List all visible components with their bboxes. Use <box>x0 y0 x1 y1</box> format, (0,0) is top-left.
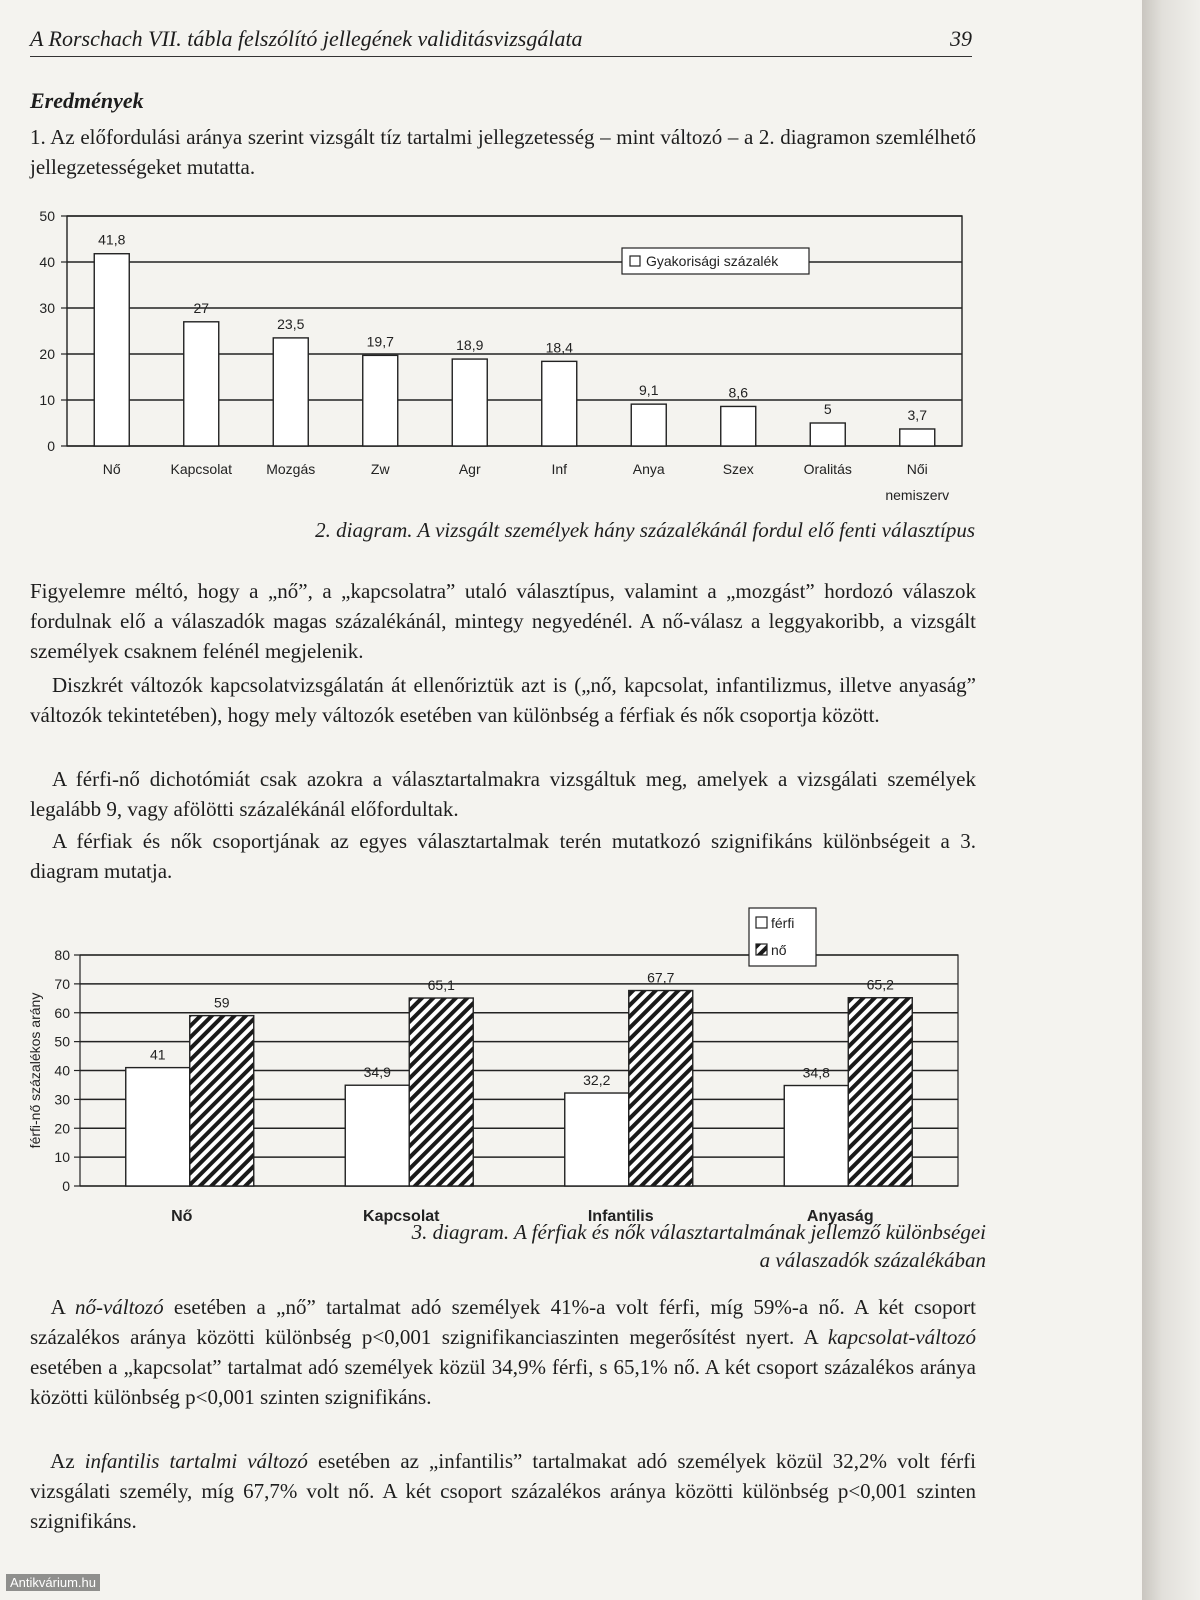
category-label: nemiszerv <box>885 487 950 503</box>
page-edge <box>1142 0 1200 1600</box>
data-label-ferfi: 34,9 <box>363 1064 391 1081</box>
paragraph-2: Figyelemre méltó, hogy a „nő”, a „kapcsolatra” utaló választípus, valamint a „mozgást” hordozó válaszok fordulnak elő a válaszadók magas százalékánál, mintegy negyedénél. A nő-válasz a leggyakoribb, a vizsgált személyek csaknem felénél megjelenik. <box>30 579 976 663</box>
y-tick-label: 40 <box>39 254 55 270</box>
y-tick-label: 70 <box>54 975 70 992</box>
legend-swatch-ferfi <box>756 917 767 928</box>
data-label: 23,5 <box>277 315 305 332</box>
paragraph-1: 1. Az előfordulási aránya szerint vizsgált tíz tartalmi jellegzetesség – mint változó – a 2. diagramon szemlélhető jellegzetességeket mutatta. <box>30 125 976 179</box>
p7-text-b: esetében az „infantilis” tartalmakat adó személyek közül 32,2% volt férfi vizsgálati személy, míg 67,7% volt nő. A két csoport százalékos aránya közötti különbség p<0,001 szinten szignifikáns. <box>30 1449 976 1533</box>
bar-2 <box>184 322 219 446</box>
category-label: Kapcsolat <box>170 461 232 477</box>
category-label: Oralitás <box>803 461 852 477</box>
bar-5 <box>452 359 487 446</box>
page-number: 39 <box>950 26 972 51</box>
running-head <box>30 26 972 57</box>
category-label: Infantilis <box>587 1208 654 1225</box>
bar-no-4 <box>848 998 912 1186</box>
y-tick-label: 40 <box>54 1062 70 1079</box>
data-label: 3,7 <box>907 406 927 423</box>
category-label: Zw <box>370 461 390 477</box>
p6-text-c: esetében a „kapcsolat” tartalmat adó személyek közül 34,9% férfi, s 65,1% nő. A két csoport százalékos aránya közötti különbség p<0,001 szinten szignifikáns. <box>30 1355 976 1409</box>
y-tick-label: 20 <box>39 346 55 362</box>
legend-label-no: nő <box>771 942 787 958</box>
paragraph-4: A férfi-nő dichotómiát csak azokra a választartalmakra vizsgáltuk meg, amelyek a vizsgálati személyek legalább 9, vagy afölötti százalékánál előfordultak. <box>30 767 976 821</box>
bar-6 <box>542 361 577 446</box>
category-label: Mozgás <box>266 461 316 477</box>
diagram-3-caption-line-2: a válaszadók százalékában <box>759 1248 986 1272</box>
bar-3 <box>273 338 308 446</box>
bar-7 <box>631 404 666 446</box>
data-label: 27 <box>193 299 210 316</box>
y-tick-label: 10 <box>54 1149 70 1166</box>
y-tick-label: 30 <box>39 300 55 316</box>
diagram-2-caption: 2. diagram. A vizsgált személyek hány százalékánál fordul elő fenti választípus <box>315 518 975 542</box>
section-heading: Eredmények <box>30 88 144 113</box>
y-axis-label: férfi-nő százalékos arány <box>27 992 43 1149</box>
diagram-3 <box>0 908 1000 1225</box>
data-label-no: 67,7 <box>647 969 675 986</box>
bar-10 <box>900 429 935 446</box>
category-label: Anya <box>632 461 665 477</box>
y-tick-label: 80 <box>54 947 70 963</box>
category-label: Szex <box>722 461 754 477</box>
data-label-ferfi: 34,8 <box>802 1064 830 1081</box>
bar-8 <box>721 406 756 446</box>
y-tick-label: 0 <box>47 438 55 454</box>
y-tick-label: 50 <box>54 1033 70 1050</box>
p7-text-a: Az <box>50 1449 85 1473</box>
legend-swatch <box>630 256 640 266</box>
data-label-ferfi: 41 <box>149 1046 166 1063</box>
paragraph-7 <box>30 1446 976 1536</box>
data-label-no: 65,2 <box>866 976 894 993</box>
legend-swatch-no <box>756 944 767 955</box>
y-tick-label: 10 <box>39 392 55 408</box>
category-label: Anyaság <box>806 1208 874 1225</box>
paragraph-3: Diszkrét változók kapcsolatvizsgálatán át ellenőriztük azt is („nő, kapcsolat, infantilizmus, illetve anyaság” változók tekintetében), hogy mely változók esetében van különbség a férfiak és nők csoportja között. <box>30 673 976 727</box>
p6-emphasis-1: nő-változó <box>74 1295 164 1319</box>
data-label-ferfi: 32,2 <box>583 1072 611 1089</box>
category-label: Női <box>906 461 928 477</box>
data-label: 9,1 <box>639 382 659 399</box>
bar-4 <box>363 355 398 446</box>
bar-9 <box>810 423 845 446</box>
p6-text-a: A <box>50 1295 75 1319</box>
bar-no-1 <box>190 1016 254 1186</box>
watermark: Antikvárium.hu <box>6 1574 100 1591</box>
p6-emphasis-2: kapcsolat-változó <box>827 1325 976 1349</box>
y-tick-label: 20 <box>54 1120 70 1137</box>
category-label: Inf <box>551 461 568 477</box>
category-label: Nő <box>171 1208 193 1225</box>
category-label: Nő <box>102 461 121 477</box>
bar-ferfi-4 <box>784 1086 848 1186</box>
diagram-3-caption-line-1: 3. diagram. A férfiak és nők választartalmának jellemző különbségei <box>411 1220 986 1244</box>
bar-1 <box>94 254 129 446</box>
category-label: Agr <box>458 461 481 477</box>
data-label: 19,7 <box>366 333 394 350</box>
bar-no-2 <box>409 998 473 1186</box>
data-label: 5 <box>823 401 832 417</box>
paragraph-5: A férfiak és nők csoportjának az egyes választartalmak terén mutatkozó szignifikáns különbségeit a 3. diagram mutatja. <box>30 829 976 883</box>
p6-text-b: esetében a „nő” tartalmat adó személyek 41%-a volt férfi, míg 59%-a nő. A két csoport százalékos aránya közötti különbség p<0,001 szignifikanciaszinten megerősítést nyert. A <box>30 1295 976 1349</box>
category-label: Kapcsolat <box>363 1208 440 1225</box>
data-label: 8,6 <box>728 384 748 401</box>
running-head-title: A Rorschach VII. tábla felszólító jellegének validitásvizsgálata <box>30 26 583 51</box>
data-label-no: 65,1 <box>427 977 455 994</box>
data-label: 18,4 <box>545 339 573 356</box>
legend-label: Gyakorisági százalék <box>646 253 779 269</box>
data-label: 41,8 <box>98 231 126 248</box>
y-tick-label: 60 <box>54 1004 70 1021</box>
y-tick-label: 30 <box>54 1091 70 1108</box>
data-label-no: 59 <box>213 994 230 1011</box>
p7-emphasis: infantilis tartalmi változó <box>84 1449 308 1473</box>
diagram-2 <box>0 200 1000 520</box>
y-tick-label: 50 <box>39 208 55 224</box>
data-label: 18,9 <box>456 337 484 354</box>
diagram-3-caption <box>412 1218 986 1274</box>
bar-ferfi-3 <box>565 1093 629 1186</box>
bar-no-3 <box>629 991 693 1186</box>
bar-ferfi-1 <box>126 1068 190 1186</box>
paragraph-6 <box>30 1292 976 1412</box>
bar-ferfi-2 <box>345 1085 409 1186</box>
legend-label-ferfi: férfi <box>771 915 795 931</box>
y-tick-label: 0 <box>62 1178 70 1194</box>
